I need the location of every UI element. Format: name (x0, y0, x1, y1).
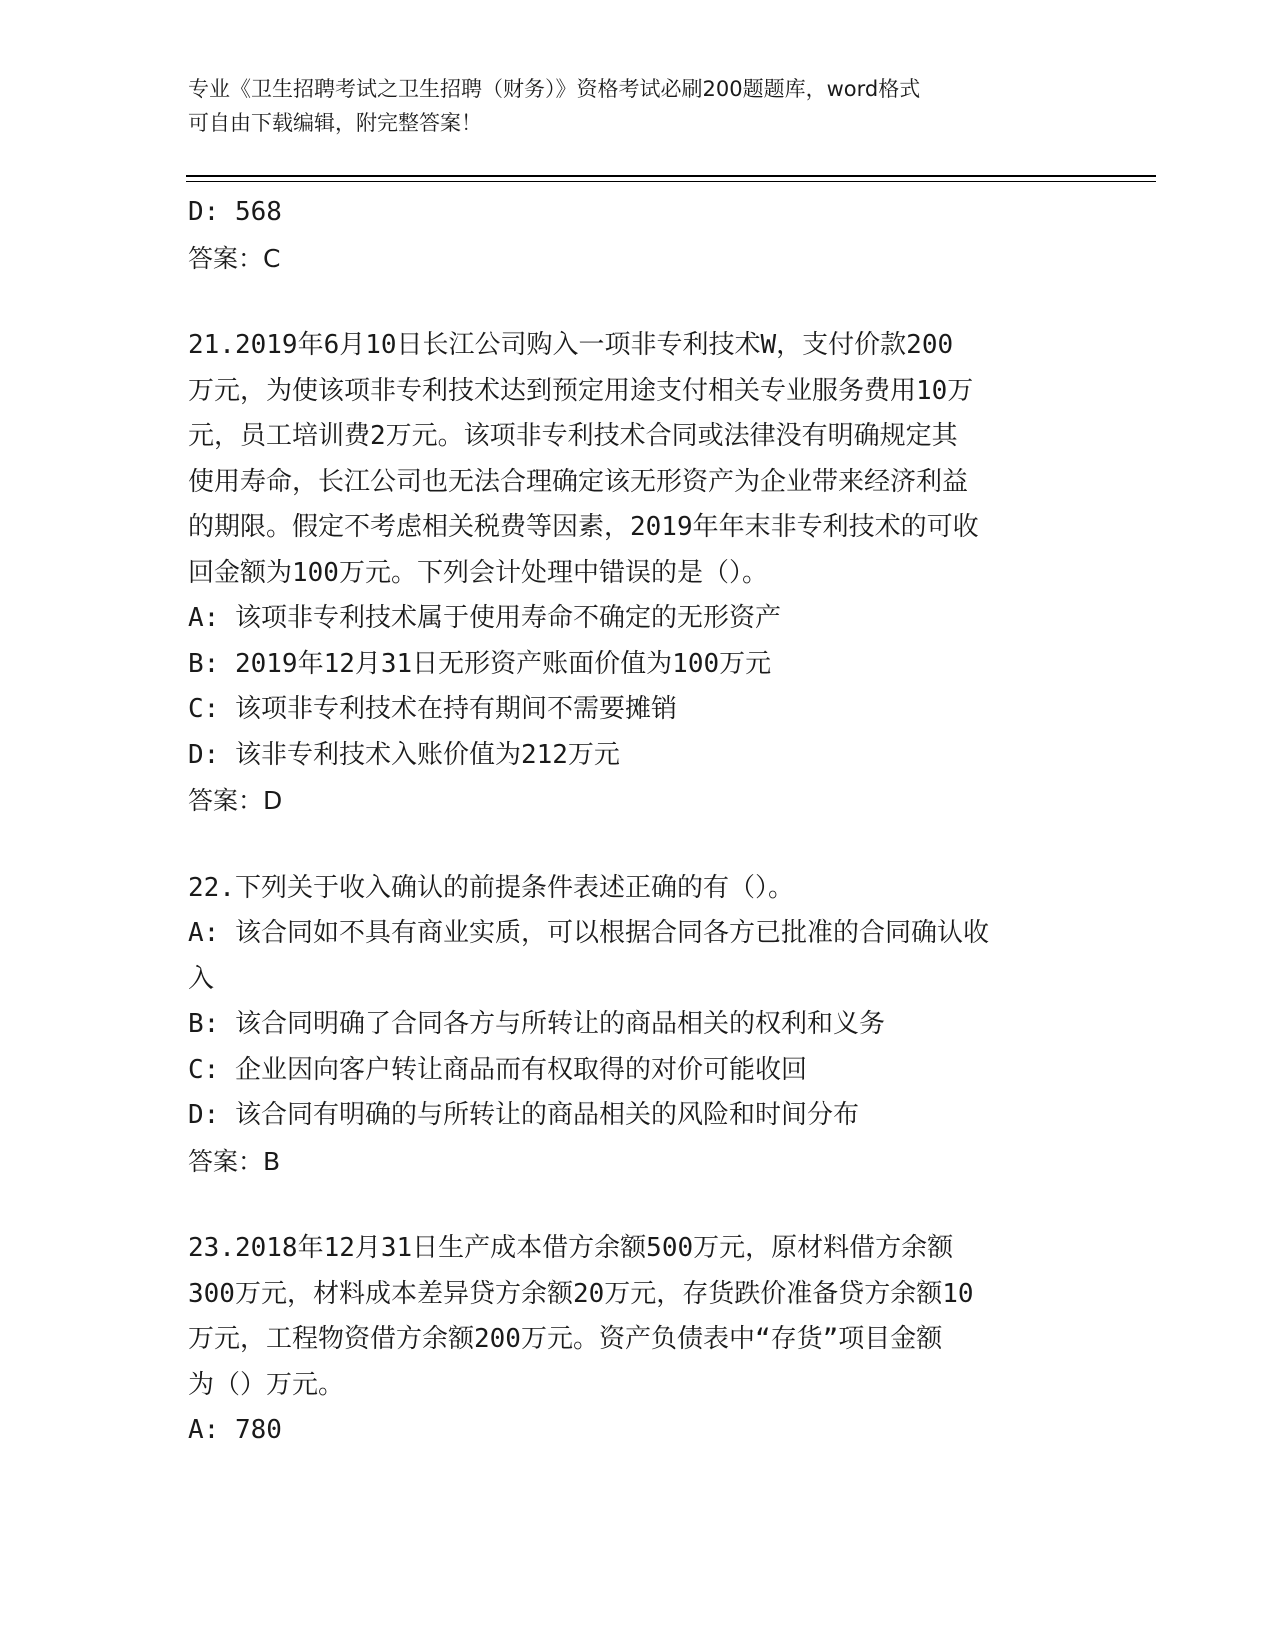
header-divider-thin (186, 181, 1156, 182)
page-header (188, 72, 1068, 140)
question-stem-line: 23.2018年12月31日生产成本借方余额500万元，原材料借方余额 (188, 1233, 954, 1263)
header-line-2: 可自由下载编辑，附完整答案！ (188, 111, 482, 135)
option-a: A: 该项非专利技术属于使用寿命不确定的无形资产 (188, 603, 781, 633)
option-c: C: 该项非专利技术在持有期间不需要摊销 (188, 694, 677, 724)
question-stem-line: 回金额为100万元。下列会计处理中错误的是（）。 (188, 557, 768, 588)
option-a: A: 780 (188, 1415, 282, 1445)
option-d: D: 该非专利技术入账价值为212万元 (188, 739, 620, 770)
question-23 (188, 1226, 1088, 1454)
spacer (188, 1184, 1088, 1226)
answer-line: 答案：B (188, 1146, 281, 1176)
option-c: C: 企业因向客户转让商品而有权取得的对价可能收回 (188, 1054, 807, 1085)
question-stem-line: 21.2019年6月10日长江公司购入一项非专利技术W，支付价款200 (188, 330, 954, 360)
question-stem-line: 300万元，材料成本差异贷方余额20万元，存货跌价准备贷方余额10 (188, 1278, 974, 1309)
option-a: A: 该合同如不具有商业实质，可以根据合同各方已批准的合同确认收 (188, 918, 989, 948)
header-divider-thick (186, 175, 1156, 177)
answer-line: 答案：D (188, 786, 283, 815)
spacer (188, 281, 1088, 323)
question-stem-line: 万元，工程物资借方余额200万元。资产负债表中“存货”项目金额 (188, 1324, 943, 1354)
option-b: B: 2019年12月31日无形资产账面价值为100万元 (188, 648, 772, 679)
question-stem-line: 万元，为使该项非专利技术达到预定用途支付相关专业服务费用10万 (188, 375, 974, 406)
question-20-tail (188, 190, 1088, 281)
spacer (188, 824, 1088, 866)
option-d: D: 该合同有明确的与所转让的商品相关的风险和时间分布 (188, 1100, 859, 1130)
question-stem-line: 为（）万元。 (188, 1369, 345, 1400)
question-stem-line: 的期限。假定不考虑相关税费等因素，2019年年末非专利技术的可收 (188, 512, 979, 542)
question-stem-line: 22.下列关于收入确认的前提条件表述正确的有（）。 (188, 872, 794, 903)
question-stem-line: 元，员工培训费2万元。该项非专利技术合同或法律没有明确规定其 (188, 421, 958, 451)
option-a-continued: 入 (188, 963, 215, 994)
option-d: D: 568 (188, 197, 282, 227)
answer-line: 答案：C (188, 243, 281, 273)
question-22 (188, 866, 1088, 1185)
header-line-1: 专业《卫生招聘考试之卫生招聘（财务）》资格考试必刷200题题库，word格式 (188, 77, 921, 101)
question-21 (188, 323, 1088, 824)
question-stem-line: 使用寿命，长江公司也无法合理确定该无形资产为企业带来经济利益 (188, 466, 969, 497)
option-b: B: 该合同明确了合同各方与所转让的商品相关的权利和义务 (188, 1009, 885, 1039)
document-body (188, 190, 1088, 1454)
